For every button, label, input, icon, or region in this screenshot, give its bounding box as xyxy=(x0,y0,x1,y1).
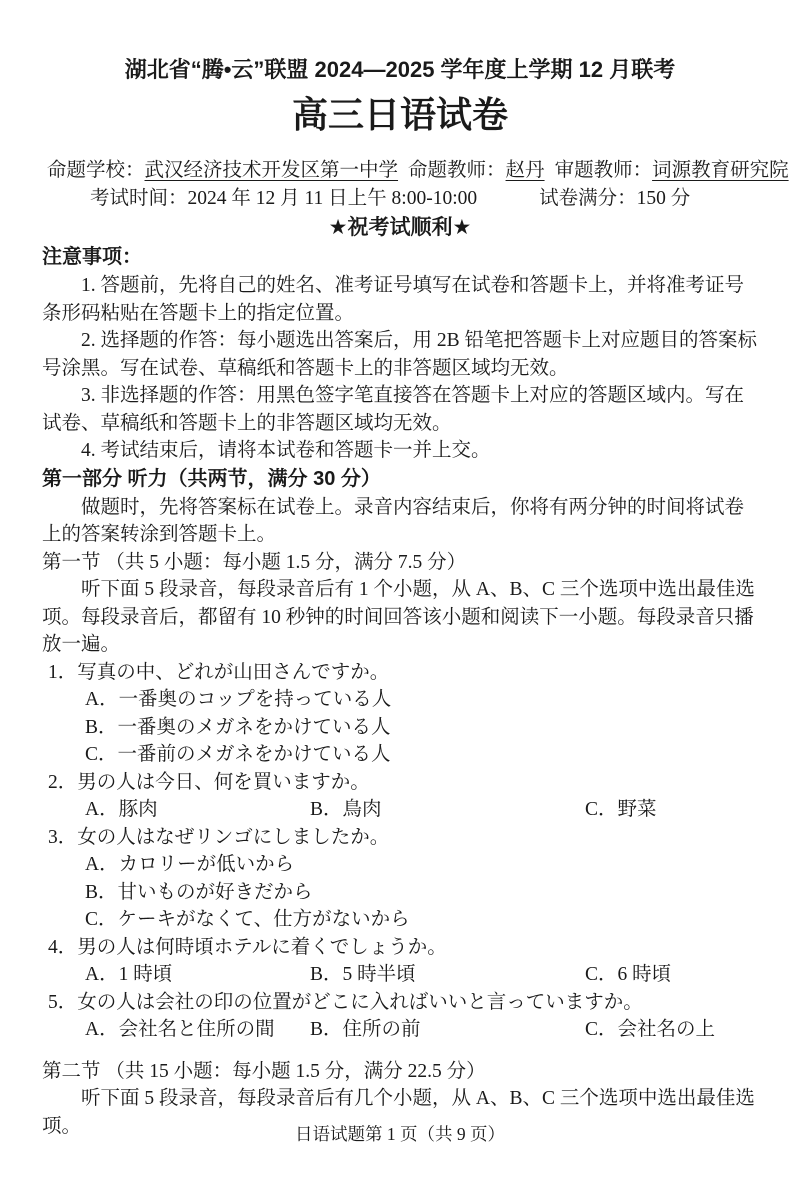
notice-item-1: 1. 答题前，先将自己的姓名、准考证号填写在试卷和答题卡上，并将准考证号条形码粘贴在答题卡上的指定位置。 xyxy=(42,275,745,324)
question-3-stem: 3．女の人はなぜリンゴにしましたか。 xyxy=(48,826,390,848)
question-2-stem: 2．男の人は今日、何を買いますか。 xyxy=(48,771,370,793)
school-name: 武汉经济技术开发区第一中学 xyxy=(144,160,399,181)
question-2-option-c: C．野菜 xyxy=(585,799,657,820)
setter-name: 赵丹 xyxy=(505,160,545,181)
notice-item-3: 3. 非选择题的作答：用黑色签字笔直接答在答题卡上对应的答题区域内。写在试卷、草稿纸和答题卡上的非答题区域均无效。 xyxy=(42,385,745,434)
question-1-option-b: B．一番奥のメガネをかけている人 xyxy=(85,716,391,738)
question-2-option-a: A．豚肉 xyxy=(85,799,158,820)
question-1-options xyxy=(42,686,758,769)
reviewer-segment xyxy=(555,160,789,181)
question-2 xyxy=(42,769,758,824)
section1-intro: 听下面 5 段录音，每段录音后有 1 个小题，从 A、B、C 三个选项中选出最佳选项。每段录音后，都留有 10 秒钟的时间回答该小题和阅读下一小题。每段录音只播放一遍。 xyxy=(42,579,755,655)
question-4-stem: 4．男の人は何時頃ホテルに着くでしょうか。 xyxy=(48,936,447,958)
question-1-stem: 1．写真の中、どれが山田さんですか。 xyxy=(48,661,390,683)
question-4-option-c: C．6 時頃 xyxy=(585,964,672,985)
reviewer-label: 审题教师： xyxy=(554,160,653,181)
exam-title-line2: 高三日语试卷 xyxy=(291,94,508,135)
question-4-option-a: A．1 時頃 xyxy=(85,964,173,985)
exam-meta-line2 xyxy=(42,185,758,213)
school-label: 命题学校： xyxy=(47,160,145,181)
question-3-option-b: B．甘いものが好きだから xyxy=(85,881,313,903)
notice-item-2: 2. 选择题的作答：每小题选出答案后，用 2B 铅笔把答题卡上对应题目的答案标号涂黑。写在试卷、草稿纸和答题卡上的非答题区域均无效。 xyxy=(42,330,758,379)
exam-wish-line: ★祝考试顺利★ xyxy=(328,216,472,239)
question-5 xyxy=(42,989,758,1044)
question-3-option-c: C．ケーキがなくて、仕方がないから xyxy=(85,909,410,930)
question-1-option-a: A．一番奥のコップを持っている人 xyxy=(85,689,392,710)
notice-heading: 注意事项： xyxy=(42,246,142,268)
school-segment xyxy=(47,160,398,181)
question-1-option-c: C．一番前のメガネをかけている人 xyxy=(85,744,391,765)
section2-intro: 听下面 5 段录音，每段录音后有几个小题，从 A、B、C 三个选项中选出最佳选项。 xyxy=(42,1088,755,1137)
exam-meta-line1 xyxy=(42,157,789,185)
question-5-option-a: A．会社名と住所の間 xyxy=(85,1019,275,1040)
part1-intro: 做题时，先将答案标在试卷上。录音内容结束后，你将有两分钟的时间将试卷上的答案转涂到答题卡上。 xyxy=(42,496,745,545)
page-number-footer: 日语试题第 1 页（共 9 页） xyxy=(295,1124,505,1144)
question-3-options xyxy=(42,851,758,934)
exam-time: 考试时间：2024 年 12 月 11 日上午 8:00-10:00 xyxy=(90,188,478,209)
question-2-options xyxy=(42,796,758,824)
reviewer-name: 词源教育研究院 xyxy=(652,160,789,181)
setter-segment xyxy=(408,160,545,181)
section2-heading: 第二节 （共 15 小题：每小题 1.5 分，满分 22.5 分） xyxy=(42,1060,486,1082)
question-5-option-c: C．会社名の上 xyxy=(585,1019,716,1040)
notice-item-4: 4. 考试结束后，请将本试卷和答题卡一并上交。 xyxy=(81,440,491,461)
question-5-stem: 5．女の人は会社の印の位置がどこに入ればいいと言っていますか。 xyxy=(48,991,643,1013)
question-4 xyxy=(42,934,758,989)
question-4-options xyxy=(42,961,758,989)
question-5-option-b: B．住所の前 xyxy=(310,1019,421,1040)
question-4-option-b: B．5 時半頃 xyxy=(310,964,416,985)
question-2-option-b: B．鳥肉 xyxy=(310,799,382,820)
setter-label: 命题教师： xyxy=(408,160,506,181)
question-3 xyxy=(42,824,758,934)
part1-heading: 第一部分 听力（共两节，满分 30 分） xyxy=(42,467,381,490)
question-3-option-a: A．カロリーが低いから xyxy=(85,854,295,875)
question-5-options xyxy=(42,1016,758,1044)
section1-heading: 第一节 （共 5 小题：每小题 1.5 分，满分 7.5 分） xyxy=(42,551,467,573)
exam-title-line1: 湖北省“腾•云”联盟 2024—2025 学年度上学期 12 月联考 xyxy=(124,57,676,82)
exam-full-score: 试卷满分：150 分 xyxy=(539,188,691,209)
question-1 xyxy=(42,659,758,769)
